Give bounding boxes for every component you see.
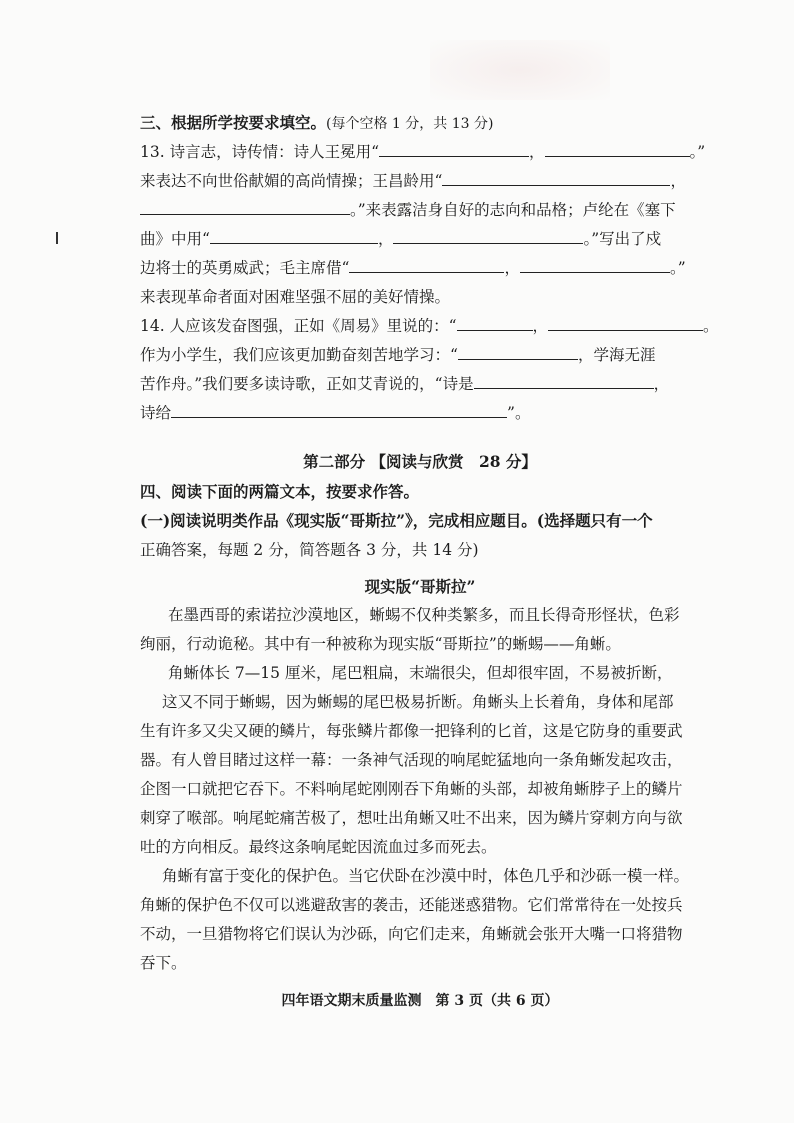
q13-text: 曲》中用“ bbox=[140, 230, 210, 248]
q14-line2 bbox=[140, 344, 700, 366]
margin-mark bbox=[56, 232, 58, 244]
section4-sub-line2: 正确答案，每题 2 分，简答题各 3 分，共 14 分) bbox=[140, 541, 479, 559]
article-line: 吞下。 bbox=[140, 954, 187, 972]
q13-line6 bbox=[140, 286, 700, 308]
scan-smudge bbox=[430, 40, 610, 100]
section3-heading-line bbox=[140, 112, 700, 135]
section4-heading: 四、阅读下面的两篇文本，按要求作答。 bbox=[140, 482, 420, 501]
q14-line3 bbox=[140, 373, 700, 395]
q13-text: 。”写出了戍 bbox=[583, 230, 662, 248]
q14-text: 。 bbox=[703, 317, 719, 335]
section3-heading: 三、根据所学按要求填空。 bbox=[140, 113, 327, 132]
answer-blank[interactable] bbox=[520, 258, 670, 273]
article-line: 这又不同于蜥蜴，因为蜥蜴的尾巴极易折断。角蜥头上长着角，身体和尾部 bbox=[162, 693, 674, 711]
section4-sub-line1: (一)阅读说明类作品《现实版“哥斯拉”》，完成相应题目。(选择题只有一个 bbox=[140, 511, 653, 530]
q14-line1 bbox=[140, 315, 719, 337]
answer-blank[interactable] bbox=[442, 171, 670, 186]
article-title: 现实版“哥斯拉” bbox=[364, 577, 476, 596]
q14-text: ， bbox=[532, 317, 549, 335]
q14-text: 作为小学生，我们应该更加勤奋刻苦地学习：“ bbox=[140, 346, 458, 364]
part2-title: 第二部分 【阅读与欣赏 28 分】 bbox=[303, 452, 537, 471]
q13-text: 。”来表露洁身自好的志向和品格；卢纶在《塞下 bbox=[350, 201, 676, 219]
article-line: 在墨西哥的索诺拉沙漠地区，蜥蜴不仅种类繁多，而且长得奇形怪状，色彩 bbox=[168, 606, 680, 624]
answer-blank[interactable] bbox=[379, 142, 529, 157]
page-footer: 四年语文期末质量监测 第 3 页（共 6 页） bbox=[281, 993, 559, 1009]
article-line: 角蜥体长 7—15 厘米，尾巴粗扁，末端很尖，但却很牢固，不易被折断， bbox=[168, 664, 673, 682]
q13-line4 bbox=[140, 228, 700, 250]
answer-blank[interactable] bbox=[457, 316, 533, 331]
q14-text: 14. 人应该发奋图强，正如《周易》里说的：“ bbox=[140, 317, 457, 335]
q13-text: 13. 诗言志，诗传情：诗人王冕用“ bbox=[140, 143, 380, 161]
q13-line1 bbox=[140, 141, 706, 163]
article-line: 刺穿了喉部。响尾蛇痛苦极了，想吐出角蜥又吐不出来，因为鳞片穿刺方向与欲 bbox=[140, 809, 683, 827]
q13-line2 bbox=[140, 170, 700, 192]
q13-line5 bbox=[140, 257, 700, 279]
answer-blank[interactable] bbox=[458, 345, 578, 360]
answer-blank[interactable] bbox=[474, 374, 654, 389]
q13-text: ， bbox=[504, 259, 520, 277]
q13-text: ， bbox=[529, 143, 545, 161]
answer-blank[interactable] bbox=[171, 403, 507, 418]
article-line: 企图一口就把它吞下。不料响尾蛇刚刚吞下角蜥的头部，却被角蜥脖子上的鳞片 bbox=[140, 780, 683, 798]
q14-text: ， bbox=[653, 375, 670, 393]
section3-note: (每个空格 1 分，共 13 分) bbox=[326, 116, 494, 132]
answer-blank[interactable] bbox=[210, 229, 378, 244]
article-line: 绚丽，行动诡秘。其中有一种被称为现实版“哥斯拉”的蜥蜴——角蜥。 bbox=[140, 635, 621, 653]
article-line: 角蜥有富于变化的保护色。当它伏卧在沙漠中时，体色几乎和沙砾一模一样。 bbox=[162, 867, 690, 885]
q13-text: 。” bbox=[689, 143, 706, 161]
answer-blank[interactable] bbox=[548, 316, 703, 331]
article-line: 生有许多又尖又硬的鳞片，每张鳞片都像一把锋利的匕首，这是它防身的重要武 bbox=[140, 722, 683, 740]
q14-line4 bbox=[140, 402, 700, 424]
article-line: 吐的方向相反。最终这条响尾蛇因流血过多而死去。 bbox=[140, 838, 497, 856]
q14-text: ，学海无涯 bbox=[577, 346, 656, 364]
q13-text: ， bbox=[670, 172, 686, 190]
q13-text: ， bbox=[377, 230, 394, 248]
q13-text: 来表达不向世俗献媚的高尚情操；王昌龄用“ bbox=[140, 172, 443, 190]
q14-text: ”。 bbox=[507, 404, 531, 422]
answer-blank[interactable] bbox=[393, 229, 583, 244]
q13-text: 边将士的英勇威武；毛主席借“ bbox=[140, 259, 350, 277]
q14-text: 诗给 bbox=[140, 404, 172, 422]
q13-text: 来表现革命者面对困难坚强不屈的美好情操。 bbox=[140, 288, 451, 306]
q14-text: 苦作舟。”我们要多读诗歌，正如艾青说的，“诗是 bbox=[140, 375, 474, 393]
answer-blank[interactable] bbox=[545, 142, 690, 157]
q13-line3 bbox=[140, 199, 700, 221]
article-line: 角蜥的保护色不仅可以逃避敌害的袭击，还能迷惑猎物。它们常常待在一处按兵 bbox=[140, 896, 683, 914]
article-line: 不动，一旦猎物将它们误认为沙砾，向它们走来，角蜥就会张开大嘴一口将猎物 bbox=[140, 925, 683, 943]
article-line: 器。有人曾目睹过这样一幕：一条神气活现的响尾蛇猛地向一条角蜥发起攻击， bbox=[140, 751, 683, 769]
answer-blank[interactable] bbox=[349, 258, 504, 273]
answer-blank[interactable] bbox=[140, 200, 350, 215]
q13-text: 。” bbox=[669, 259, 686, 277]
